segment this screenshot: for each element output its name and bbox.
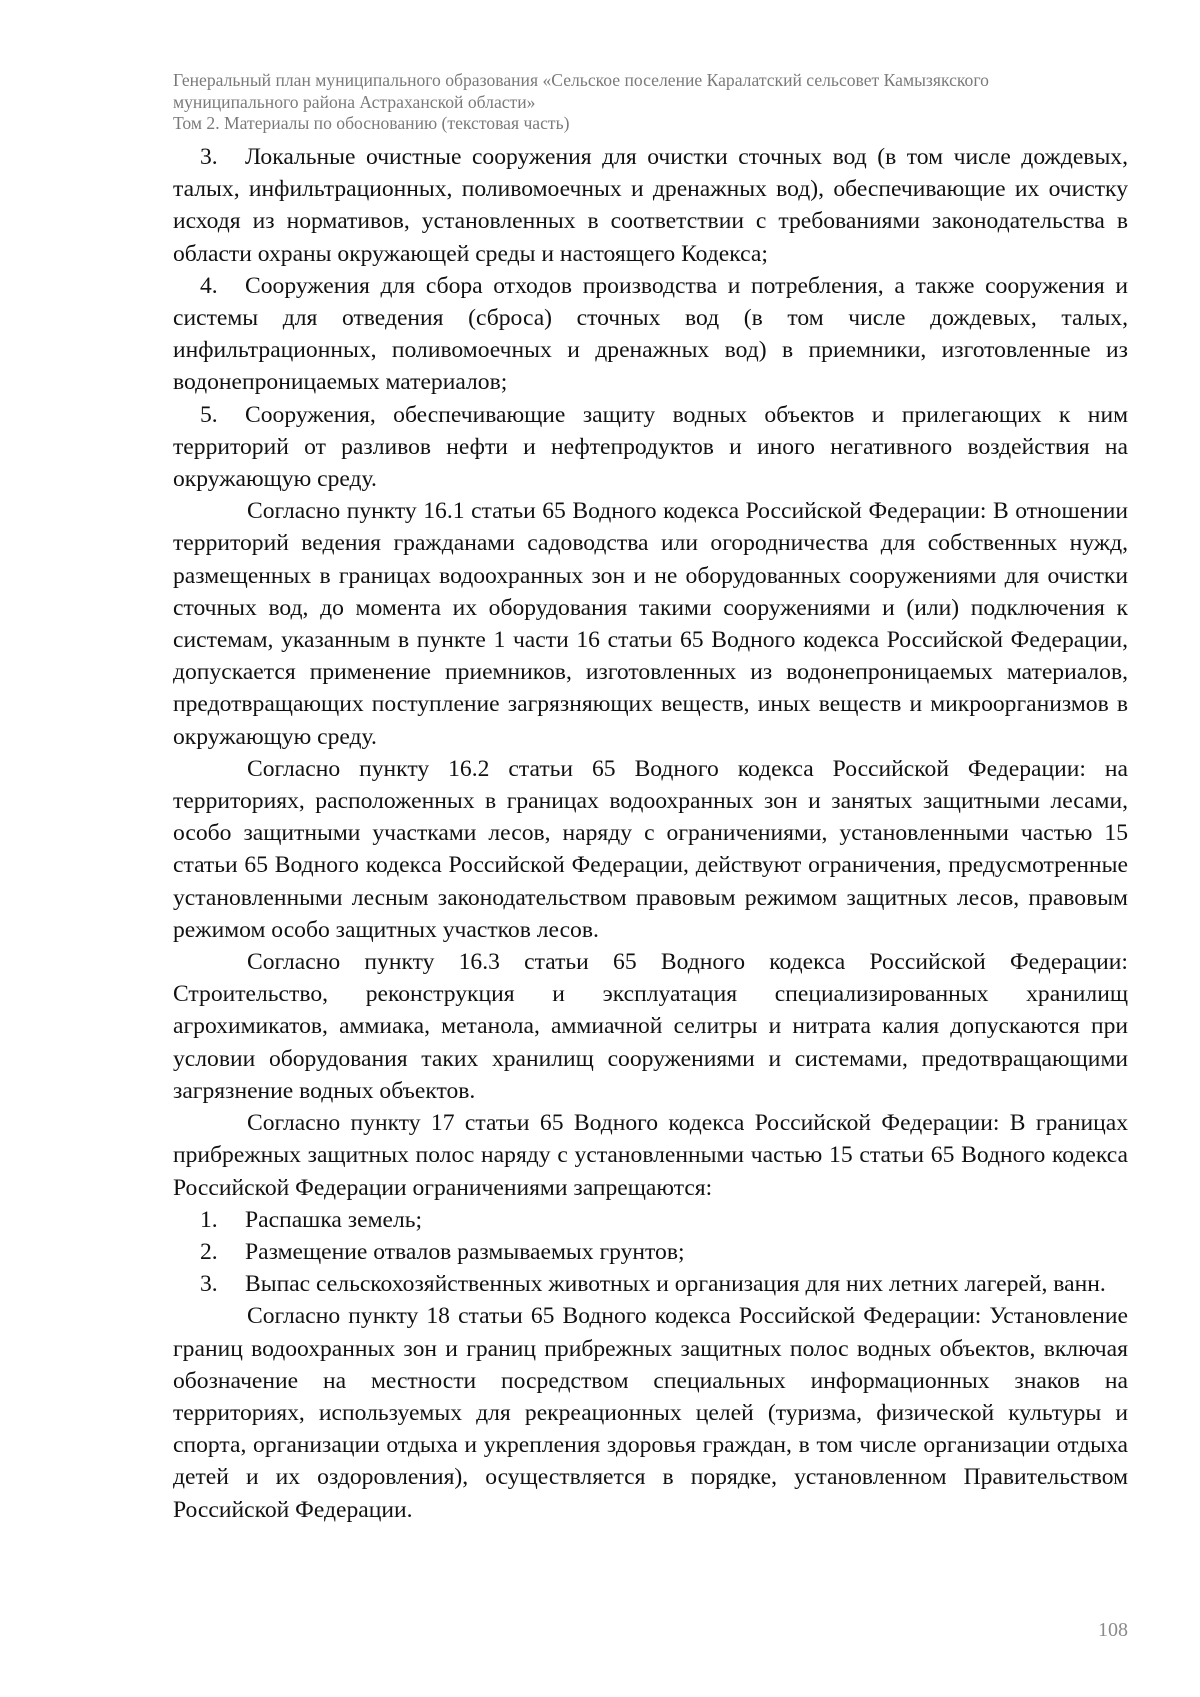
list-item-text: Размещение отвалов размываемых грунтов; (245, 1238, 685, 1265)
list-number: 2. (200, 1238, 218, 1265)
list-item-text: Локальные очистные сооружения для очистки сточных вод (в том числе дождевых, талых, инфильтрационных, поливомоечных и дренажных вод), обеспечивающие их очистку исходя из нормативов, установленных в соответствии с требованиями законодательства в области охраны окружающей среды и настоящего Кодекса; (173, 144, 1128, 267)
list-item-3-grazing (173, 1268, 1128, 1300)
list-item-5-protection-facilities (173, 399, 1128, 496)
list-number: 5. (200, 401, 218, 428)
paragraph-clause-16-3: Согласно пункту 16.3 статьи 65 Водного кодекса Российской Федерации: Строительство, реконструкция и эксплуатация специализированных хранилищ агрохимикатов, аммиака, метанола, аммиачной селитры и нитрата калия допускаются при условии оборудования таких хранилищ сооружениями и системами, предотвращающими загрязнение водных объектов. (173, 949, 1128, 1104)
header-line-1: Генеральный план муниципального образования «Сельское поселение Каралатский сельсовет Камызякского (173, 70, 989, 90)
list-item-3-cleaning-facilities (173, 141, 1128, 270)
running-header (173, 70, 1128, 135)
list-number: 3. (200, 1271, 218, 1298)
list-number: 3. (200, 144, 218, 170)
paragraph-clause-16-2: Согласно пункту 16.2 статьи 65 Водного кодекса Российской Федерации: на территориях, расположенных в границах водоохранных зон и занятых защитными лесами, особо защитными участками лесов, наряду с ограничениями, установленными частью 15 статьи 65 Водного кодекса Российской Федерации, действуют ограничения, предусмотренные установленными лесным законодательством правовым режимом защитных лесов, правовым режимом особо защитных участков лесов. (173, 755, 1128, 943)
page-number: 108 (1098, 1619, 1128, 1641)
header-line-2: муниципального района Астраханской области» (173, 91, 536, 112)
list-item-text: Выпас сельскохозяйственных животных и организация для них летних лагерей, ванн. (245, 1271, 1106, 1298)
list-number: 1. (200, 1206, 218, 1233)
paragraph-clause-17: Согласно пункту 17 статьи 65 Водного кодекса Российской Федерации: В границах прибрежных защитных полос наряду с установленными частью 15 статьи 65 Водного кодекса Российской Федерации ограничениями запрещаются: (173, 1110, 1128, 1201)
list-item-2-dumps (173, 1236, 1128, 1268)
list-item-text: Сооружения, обеспечивающие защиту водных объектов и прилегающих к ним территорий от разливов нефти и нефтепродуктов и иного негативного воздействия на окружающую среду. (173, 401, 1128, 493)
list-item-text: Сооружения для сбора отходов производства и потребления, а также сооружения и системы для отведения (сброса) сточных вод (в том числе дождевых, талых, инфильтрационных, поливомоечных и дренажных вод) в приемники, изготовленные из водонепроницаемых материалов; (173, 272, 1128, 396)
paragraph-clause-18: Согласно пункту 18 статьи 65 Водного кодекса Российской Федерации: Установление границ водоохранных зон и границ прибрежных защитных полос водных объектов, включая обозначение на местности посредством специальных информационных знаков на территориях, используемых для рекреационных целей (туризма, физической культуры и спорта, организации отдыха и укрепления здоровья граждан, в том числе организации отдыха детей и их оздоровления), осуществляется в порядке, установленном Правительством Российской Федерации. (173, 1303, 1128, 1523)
header-line-3: Том 2. Материалы по обоснованию (текстовая часть) (173, 113, 570, 133)
list-item-4-waste-facilities (173, 270, 1128, 399)
paragraph-clause-16-1: Согласно пункту 16.1 статьи 65 Водного кодекса Российской Федерации: В отношении территорий ведения гражданами садоводства или огородничества для собственных нужд, размещенных в границах водоохранных зон и не оборудованных сооружениями для очистки сточных вод, до момента их оборудования такими сооружениями и (или) подключения к системам, указанным в пункте 1 части 16 статьи 65 Водного кодекса Российской Федерации, допускается применение приемников, изготовленных из водонепроницаемых материалов, предотвращающих поступление загрязняющих веществ, иных веществ и микроорганизмов в окружающую среду. (173, 498, 1128, 750)
list-item-text: Распашка земель; (245, 1206, 423, 1233)
list-item-1-plowing (173, 1204, 1128, 1236)
list-number: 4. (200, 272, 218, 299)
body-text (173, 141, 1128, 1526)
